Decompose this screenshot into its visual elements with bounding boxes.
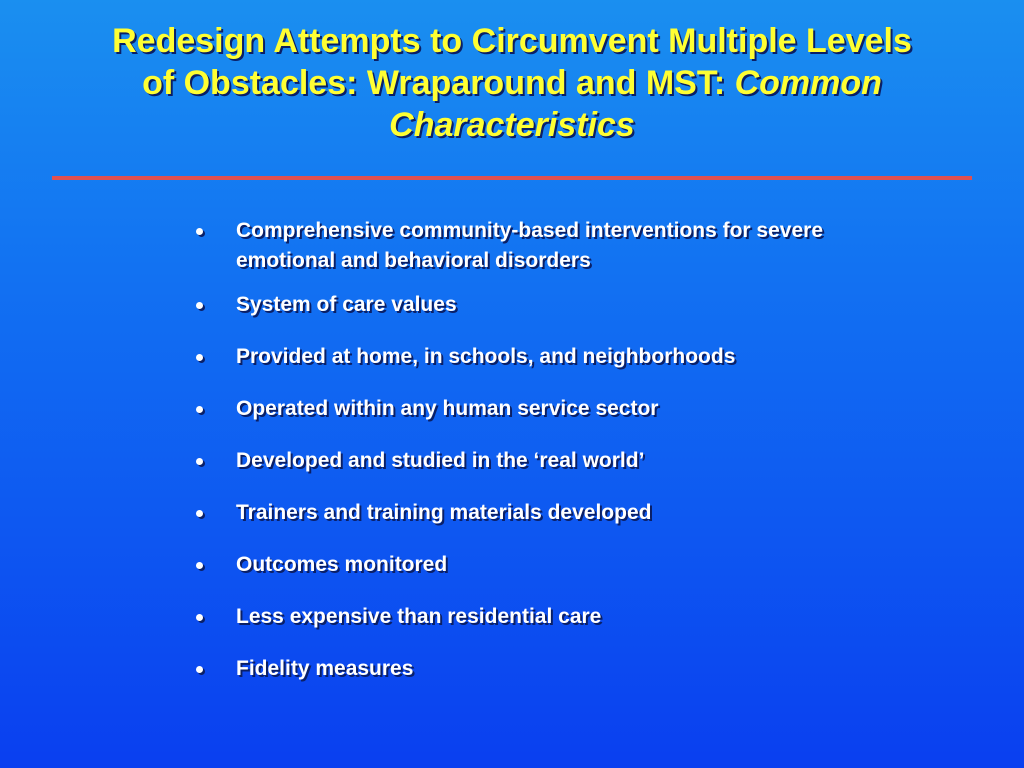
bullet-text: Less expensive than residential care	[236, 605, 602, 628]
bullet-item	[196, 216, 836, 276]
bullet-text: Operated within any human service sector	[236, 397, 659, 420]
bullet-dot-icon	[196, 614, 203, 621]
bullet-list	[196, 216, 896, 684]
bullet-dot-icon	[196, 666, 203, 673]
bullet-text: Fidelity measures	[236, 657, 414, 680]
bullet-text: System of care values	[236, 293, 457, 316]
bullet-text: Developed and studied in the ‘real world’	[236, 449, 645, 472]
title-line-2	[30, 62, 994, 104]
bullet-dot-icon	[196, 510, 203, 517]
bullet-dot-icon	[196, 562, 203, 569]
title-line-2-plain: of Obstacles: Wraparound and MST:	[142, 64, 735, 102]
bullet-dot-icon	[196, 406, 203, 413]
bullet-text: Provided at home, in schools, and neighborhoods	[236, 345, 736, 368]
bullet-item	[196, 498, 896, 528]
bullet-text: Trainers and training materials developed	[236, 501, 652, 524]
bullet-item	[196, 550, 896, 580]
bullet-item	[196, 654, 896, 684]
bullet-dot-icon	[196, 354, 203, 361]
bullet-item	[196, 394, 896, 424]
title-line-2-italic: Common	[734, 64, 882, 102]
bullet-item	[196, 602, 896, 632]
bullet-text: Comprehensive community-based interventions for severe emotional and behavioral disorders	[236, 219, 824, 272]
bullet-item	[196, 342, 896, 372]
title-line-1: Redesign Attempts to Circumvent Multiple Levels	[112, 22, 912, 60]
slide-title	[30, 20, 994, 146]
bullet-dot-icon	[196, 228, 203, 235]
title-line-3-italic: Characteristics	[389, 106, 635, 144]
bullet-dot-icon	[196, 302, 203, 309]
title-divider	[52, 176, 972, 180]
bullet-item	[196, 446, 896, 476]
bullet-dot-icon	[196, 458, 203, 465]
bullet-text: Outcomes monitored	[236, 553, 448, 576]
bullet-item	[196, 290, 896, 320]
